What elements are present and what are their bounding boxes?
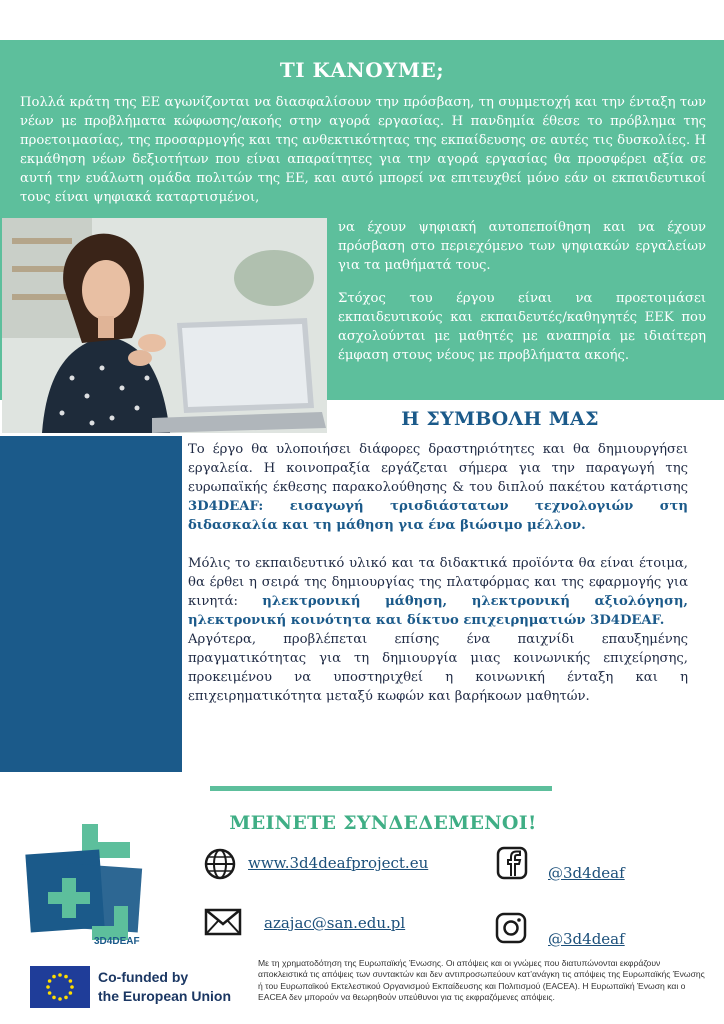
globe-icon (203, 847, 237, 881)
intro-continuation (338, 218, 706, 365)
stay-connected-title: ΜΕΙΝΕΤΕ ΣΥΝΔΕΔΕΜΕΝΟΙ! (229, 812, 537, 834)
p2-highlight: ηλεκτρονική μάθηση, ηλεκτρονική αξιολόγηση, ηλεκτρονική κοινότητα και δίκτυο επιχειρηματιών 3D4DEAF. (188, 594, 689, 628)
photo-illustration (2, 218, 327, 433)
instagram-icon (495, 912, 527, 944)
facebook-icon (496, 846, 528, 880)
section-divider (210, 786, 552, 791)
eu-line-2: the European Union (98, 988, 231, 1004)
logo-text: 3D4DEAF (94, 936, 140, 947)
contribution-paragraph-1 (188, 440, 688, 535)
contribution-title: Η ΣΥΜΒΟΛΗ ΜΑΣ (401, 408, 599, 430)
p1-highlight: 3D4DEAF: εισαγωγή τρισδιάστατων τεχνολογιών στη διδασκαλία και τη μάθηση για ένα βιώσιμο μέλλον. (188, 499, 688, 533)
website-link[interactable]: www.3d4deafproject.eu (248, 854, 429, 872)
p1-text: Το έργο θα υλοποιήσει διάφορες δραστηριότητες και θα δημιουργήσει εργαλεία. Η κοινοπραξία εργάζεται σήμερα για την παραγωγή της ευρωπαϊκής έκθεσης παρακολούθησης & του διπλού πακέτου κατάρτισης (188, 442, 688, 495)
contribution-body (188, 440, 688, 706)
goal-paragraph: Στόχος του έργου είναι να προετοιμάσει εκπαιδευτικούς και εκπαιδευτές/καθηγητές ΕΕΚ που ασχολούνται με μαθητές με αναπηρία με ιδιαίτερη έμφαση στους νέους με προβλήματα ακοής. (338, 291, 706, 363)
project-logo (22, 822, 148, 952)
paragraph-gap (188, 535, 688, 554)
facebook-link[interactable]: @3d4deaf (548, 864, 625, 882)
intro-paragraph: Πολλά κράτη της ΕΕ αγωνίζονται να διασφαλίσουν την πρόσβαση, τη συμμετοχή και την ένταξη των νέων με προβλήματα κώφωσης/ακοής στην αγορά εργασίας. Η πανδημία έθεσε το πρόβλημα της προετοιμασίας, της προσαρμογής και της ανθεκτικότητας της εκπαίδευσης σε αυτές τις δυσκολίες. Η εκμάθηση νέων δεξιοτήτων που είναι απαραίτητες για την αγορά εργασίας θα προσφέρει αξία σε αυτή την ευάλωτη ομάδα πολιτών της ΕΕ, και αυτό μπορεί να επιτευχθεί μόνο εάν οι εκπαιδευτικοί τους είναι ψηφιακά καταρτισμένοι, (20, 95, 706, 205)
continuation-paragraph: να έχουν ψηφιακή αυτοπεποίθηση και να έχουν πρόσβαση στο περιεχόμενο των ψηφιακών εργαλείων για τα μαθήματά τους. (338, 220, 706, 273)
what-we-do-title: ΤΙ ΚΑΝΟΥΜΕ; (279, 58, 445, 82)
p2-text: Μόλις το εκπαιδευτικό υλικό και τα διδακτικά προϊόντα θα είναι έτοιμα, θα έρθει η σειρά της δημιουργίας της πλατφόρμας και της εφαρμογής για κινητά: (188, 556, 688, 609)
email-link[interactable]: azajac@san.edu.pl (264, 914, 406, 932)
navy-block (0, 436, 182, 772)
eu-flag-icon (30, 966, 90, 1008)
eu-line-1: Co-funded by (98, 969, 189, 985)
woman-laptop-photo (2, 218, 327, 433)
contribution-paragraph-3: Αργότερα, προβλέπεται επίσης ένα παιχνίδι επαυξημένης πραγματικότητας για τη δημιουργία μιας κοινωνικής επιχείρησης, προκειμένου να υποστηριχθεί η κοινωνική ένταξη και η επιχειρηματικότητα μεταξύ κωφών και βαρήκοων μαθητών. (188, 632, 688, 704)
instagram-link[interactable]: @3d4deaf (548, 930, 625, 948)
contribution-paragraph-2 (188, 554, 688, 630)
logo-mark (22, 822, 148, 952)
eu-disclaimer: Με τη χρηματοδότηση της Ευρωπαϊκής Ένωσης. Οι απόψεις και οι γνώμες που διατυπώνονται εκφράζουν αποκλειστικά τις απόψεις των συντακτών και δεν αντιπροσωπεύουν κατ’ανάγκη τις απόψεις της Ευρωπαϊκής Ένωσης ή του Ευρωπαϊκού Εκτελεστικού Οργανισμού Εκπαίδευσης και Πολιτισμού (EACEA). Η Ευρωπαϊκή Ένωση και ο EACEA δεν μπορούν να θεωρηθούν υπεύθυνοι για τις εκφραζόμενες απόψεις. (258, 958, 705, 1003)
envelope-icon (204, 908, 242, 936)
eu-cofunded-label (98, 968, 231, 1006)
